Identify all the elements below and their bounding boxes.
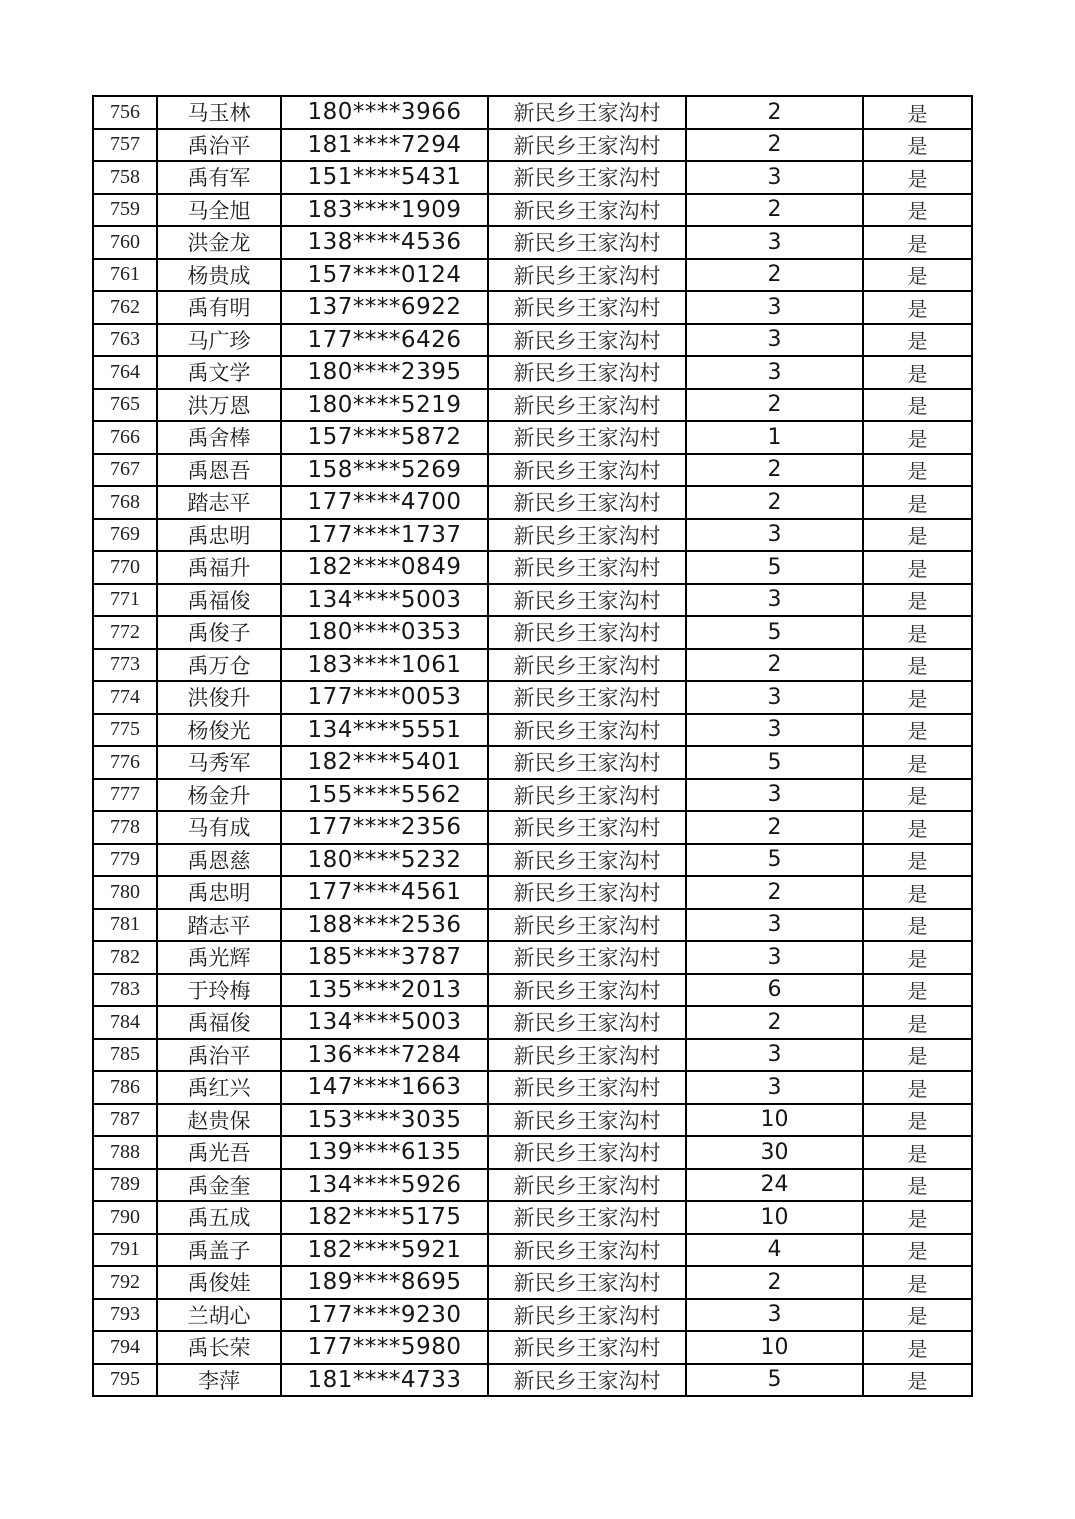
table-row <box>93 876 972 909</box>
village-cell: 新民乡王家沟村 <box>488 1364 686 1397</box>
row-index-cell: 786 <box>93 1071 157 1104</box>
person-name-cell: 杨贵成 <box>157 259 281 292</box>
village-cell: 新民乡王家沟村 <box>488 259 686 292</box>
village-cell: 新民乡王家沟村 <box>488 941 686 974</box>
person-name-cell: 禹治平 <box>157 129 281 162</box>
row-index-cell: 767 <box>93 454 157 487</box>
table-body <box>93 96 972 1396</box>
village-cell: 新民乡王家沟村 <box>488 714 686 747</box>
confirmed-flag-cell: 是 <box>863 1071 972 1104</box>
row-index-cell: 774 <box>93 681 157 714</box>
village-cell: 新民乡王家沟村 <box>488 1071 686 1104</box>
count-cell: 2 <box>686 454 863 487</box>
table-row <box>93 1136 972 1169</box>
masked-phone-cell: 183****1909 <box>281 194 488 227</box>
count-cell: 10 <box>686 1104 863 1137</box>
person-name-cell: 禹红兴 <box>157 1071 281 1104</box>
masked-phone-cell: 177****2356 <box>281 811 488 844</box>
masked-phone-cell: 134****5926 <box>281 1169 488 1202</box>
confirmed-flag-cell: 是 <box>863 941 972 974</box>
masked-phone-cell: 180****0353 <box>281 616 488 649</box>
row-index-cell: 766 <box>93 421 157 454</box>
row-index-cell: 758 <box>93 161 157 194</box>
person-name-cell: 洪金龙 <box>157 226 281 259</box>
confirmed-flag-cell: 是 <box>863 1169 972 1202</box>
person-name-cell: 禹光吾 <box>157 1136 281 1169</box>
village-cell: 新民乡王家沟村 <box>488 519 686 552</box>
row-index-cell: 768 <box>93 486 157 519</box>
confirmed-flag-cell: 是 <box>863 1234 972 1267</box>
village-cell: 新民乡王家沟村 <box>488 96 686 129</box>
count-cell: 6 <box>686 974 863 1007</box>
table-row <box>93 1299 972 1332</box>
table-row <box>93 324 972 357</box>
count-cell: 2 <box>686 389 863 422</box>
person-name-cell: 禹恩慈 <box>157 844 281 877</box>
confirmed-flag-cell: 是 <box>863 486 972 519</box>
person-name-cell: 踏志平 <box>157 909 281 942</box>
table-row <box>93 844 972 877</box>
row-index-cell: 764 <box>93 356 157 389</box>
confirmed-flag-cell: 是 <box>863 1039 972 1072</box>
count-cell: 5 <box>686 1364 863 1397</box>
masked-phone-cell: 182****5175 <box>281 1201 488 1234</box>
village-cell: 新民乡王家沟村 <box>488 746 686 779</box>
masked-phone-cell: 180****3966 <box>281 96 488 129</box>
masked-phone-cell: 182****5921 <box>281 1234 488 1267</box>
row-index-cell: 779 <box>93 844 157 877</box>
count-cell: 10 <box>686 1331 863 1364</box>
count-cell: 2 <box>686 876 863 909</box>
table-row <box>93 1331 972 1364</box>
person-name-cell: 禹恩吾 <box>157 454 281 487</box>
person-name-cell: 洪万恩 <box>157 389 281 422</box>
table-row <box>93 389 972 422</box>
person-name-cell: 禹长荣 <box>157 1331 281 1364</box>
table-row <box>93 454 972 487</box>
person-name-cell: 禹有明 <box>157 291 281 324</box>
count-cell: 2 <box>686 259 863 292</box>
count-cell: 3 <box>686 324 863 357</box>
person-name-cell: 禹五成 <box>157 1201 281 1234</box>
roster-table <box>92 95 973 1397</box>
masked-phone-cell: 177****4561 <box>281 876 488 909</box>
count-cell: 2 <box>686 194 863 227</box>
table-row <box>93 1104 972 1137</box>
person-name-cell: 杨俊光 <box>157 714 281 747</box>
confirmed-flag-cell: 是 <box>863 584 972 617</box>
village-cell: 新民乡王家沟村 <box>488 1234 686 1267</box>
village-cell: 新民乡王家沟村 <box>488 811 686 844</box>
count-cell: 10 <box>686 1201 863 1234</box>
table-row <box>93 616 972 649</box>
row-index-cell: 795 <box>93 1364 157 1397</box>
village-cell: 新民乡王家沟村 <box>488 876 686 909</box>
masked-phone-cell: 151****5431 <box>281 161 488 194</box>
masked-phone-cell: 177****5980 <box>281 1331 488 1364</box>
confirmed-flag-cell: 是 <box>863 324 972 357</box>
table-row <box>93 421 972 454</box>
table-row <box>93 1006 972 1039</box>
confirmed-flag-cell: 是 <box>863 356 972 389</box>
count-cell: 24 <box>686 1169 863 1202</box>
row-index-cell: 772 <box>93 616 157 649</box>
count-cell: 4 <box>686 1234 863 1267</box>
confirmed-flag-cell: 是 <box>863 844 972 877</box>
count-cell: 3 <box>686 714 863 747</box>
count-cell: 2 <box>686 1266 863 1299</box>
person-name-cell: 禹舍棒 <box>157 421 281 454</box>
count-cell: 3 <box>686 226 863 259</box>
confirmed-flag-cell: 是 <box>863 811 972 844</box>
village-cell: 新民乡王家沟村 <box>488 291 686 324</box>
masked-phone-cell: 189****8695 <box>281 1266 488 1299</box>
person-name-cell: 杨金升 <box>157 779 281 812</box>
masked-phone-cell: 157****0124 <box>281 259 488 292</box>
row-index-cell: 770 <box>93 551 157 584</box>
row-index-cell: 777 <box>93 779 157 812</box>
row-index-cell: 773 <box>93 649 157 682</box>
confirmed-flag-cell: 是 <box>863 161 972 194</box>
masked-phone-cell: 134****5003 <box>281 1006 488 1039</box>
masked-phone-cell: 177****1737 <box>281 519 488 552</box>
person-name-cell: 马玉林 <box>157 96 281 129</box>
count-cell: 2 <box>686 811 863 844</box>
table-row <box>93 291 972 324</box>
confirmed-flag-cell: 是 <box>863 714 972 747</box>
village-cell: 新民乡王家沟村 <box>488 1331 686 1364</box>
masked-phone-cell: 139****6135 <box>281 1136 488 1169</box>
person-name-cell: 马广珍 <box>157 324 281 357</box>
count-cell: 2 <box>686 649 863 682</box>
masked-phone-cell: 134****5551 <box>281 714 488 747</box>
row-index-cell: 792 <box>93 1266 157 1299</box>
masked-phone-cell: 157****5872 <box>281 421 488 454</box>
confirmed-flag-cell: 是 <box>863 226 972 259</box>
person-name-cell: 李萍 <box>157 1364 281 1397</box>
row-index-cell: 787 <box>93 1104 157 1137</box>
row-index-cell: 756 <box>93 96 157 129</box>
masked-phone-cell: 177****9230 <box>281 1299 488 1332</box>
row-index-cell: 759 <box>93 194 157 227</box>
confirmed-flag-cell: 是 <box>863 1364 972 1397</box>
village-cell: 新民乡王家沟村 <box>488 356 686 389</box>
village-cell: 新民乡王家沟村 <box>488 844 686 877</box>
table-row <box>93 1234 972 1267</box>
count-cell: 3 <box>686 1299 863 1332</box>
person-name-cell: 禹忠明 <box>157 876 281 909</box>
count-cell: 2 <box>686 1006 863 1039</box>
row-index-cell: 775 <box>93 714 157 747</box>
confirmed-flag-cell: 是 <box>863 389 972 422</box>
village-cell: 新民乡王家沟村 <box>488 616 686 649</box>
village-cell: 新民乡王家沟村 <box>488 194 686 227</box>
person-name-cell: 禹福升 <box>157 551 281 584</box>
table-row <box>93 941 972 974</box>
confirmed-flag-cell: 是 <box>863 194 972 227</box>
masked-phone-cell: 138****4536 <box>281 226 488 259</box>
village-cell: 新民乡王家沟村 <box>488 1006 686 1039</box>
person-name-cell: 马有成 <box>157 811 281 844</box>
person-name-cell: 禹文学 <box>157 356 281 389</box>
count-cell: 5 <box>686 616 863 649</box>
count-cell: 3 <box>686 941 863 974</box>
confirmed-flag-cell: 是 <box>863 96 972 129</box>
confirmed-flag-cell: 是 <box>863 1201 972 1234</box>
confirmed-flag-cell: 是 <box>863 519 972 552</box>
confirmed-flag-cell: 是 <box>863 974 972 1007</box>
table-row <box>93 811 972 844</box>
masked-phone-cell: 134****5003 <box>281 584 488 617</box>
table-row <box>93 356 972 389</box>
confirmed-flag-cell: 是 <box>863 616 972 649</box>
confirmed-flag-cell: 是 <box>863 1266 972 1299</box>
village-cell: 新民乡王家沟村 <box>488 1201 686 1234</box>
person-name-cell: 禹盖子 <box>157 1234 281 1267</box>
count-cell: 5 <box>686 746 863 779</box>
count-cell: 3 <box>686 1071 863 1104</box>
row-index-cell: 785 <box>93 1039 157 1072</box>
person-name-cell: 禹治平 <box>157 1039 281 1072</box>
masked-phone-cell: 181****7294 <box>281 129 488 162</box>
row-index-cell: 789 <box>93 1169 157 1202</box>
person-name-cell: 禹福俊 <box>157 584 281 617</box>
count-cell: 5 <box>686 844 863 877</box>
table-row <box>93 681 972 714</box>
masked-phone-cell: 183****1061 <box>281 649 488 682</box>
village-cell: 新民乡王家沟村 <box>488 649 686 682</box>
confirmed-flag-cell: 是 <box>863 1104 972 1137</box>
confirmed-flag-cell: 是 <box>863 259 972 292</box>
confirmed-flag-cell: 是 <box>863 1331 972 1364</box>
table-row <box>93 1201 972 1234</box>
row-index-cell: 782 <box>93 941 157 974</box>
village-cell: 新民乡王家沟村 <box>488 129 686 162</box>
row-index-cell: 791 <box>93 1234 157 1267</box>
table-row <box>93 129 972 162</box>
village-cell: 新民乡王家沟村 <box>488 681 686 714</box>
confirmed-flag-cell: 是 <box>863 1006 972 1039</box>
masked-phone-cell: 136****7284 <box>281 1039 488 1072</box>
table-row <box>93 1169 972 1202</box>
masked-phone-cell: 147****1663 <box>281 1071 488 1104</box>
row-index-cell: 762 <box>93 291 157 324</box>
masked-phone-cell: 181****4733 <box>281 1364 488 1397</box>
village-cell: 新民乡王家沟村 <box>488 1136 686 1169</box>
person-name-cell: 禹光辉 <box>157 941 281 974</box>
table-row <box>93 259 972 292</box>
confirmed-flag-cell: 是 <box>863 421 972 454</box>
confirmed-flag-cell: 是 <box>863 551 972 584</box>
person-name-cell: 禹福俊 <box>157 1006 281 1039</box>
count-cell: 3 <box>686 1039 863 1072</box>
confirmed-flag-cell: 是 <box>863 779 972 812</box>
village-cell: 新民乡王家沟村 <box>488 1299 686 1332</box>
masked-phone-cell: 135****2013 <box>281 974 488 1007</box>
table-row <box>93 226 972 259</box>
masked-phone-cell: 180****5219 <box>281 389 488 422</box>
row-index-cell: 776 <box>93 746 157 779</box>
row-index-cell: 771 <box>93 584 157 617</box>
masked-phone-cell: 185****3787 <box>281 941 488 974</box>
person-name-cell: 禹忠明 <box>157 519 281 552</box>
person-name-cell: 马秀军 <box>157 746 281 779</box>
row-index-cell: 769 <box>93 519 157 552</box>
table-row <box>93 909 972 942</box>
village-cell: 新民乡王家沟村 <box>488 1104 686 1137</box>
row-index-cell: 761 <box>93 259 157 292</box>
village-cell: 新民乡王家沟村 <box>488 161 686 194</box>
confirmed-flag-cell: 是 <box>863 681 972 714</box>
row-index-cell: 757 <box>93 129 157 162</box>
village-cell: 新民乡王家沟村 <box>488 421 686 454</box>
count-cell: 3 <box>686 681 863 714</box>
row-index-cell: 783 <box>93 974 157 1007</box>
confirmed-flag-cell: 是 <box>863 909 972 942</box>
row-index-cell: 765 <box>93 389 157 422</box>
count-cell: 3 <box>686 779 863 812</box>
count-cell: 5 <box>686 551 863 584</box>
person-name-cell: 赵贵保 <box>157 1104 281 1137</box>
confirmed-flag-cell: 是 <box>863 1136 972 1169</box>
row-index-cell: 793 <box>93 1299 157 1332</box>
confirmed-flag-cell: 是 <box>863 746 972 779</box>
table-row <box>93 96 972 129</box>
table-row <box>93 746 972 779</box>
village-cell: 新民乡王家沟村 <box>488 779 686 812</box>
row-index-cell: 763 <box>93 324 157 357</box>
person-name-cell: 禹金奎 <box>157 1169 281 1202</box>
masked-phone-cell: 182****5401 <box>281 746 488 779</box>
village-cell: 新民乡王家沟村 <box>488 324 686 357</box>
village-cell: 新民乡王家沟村 <box>488 974 686 1007</box>
count-cell: 1 <box>686 421 863 454</box>
masked-phone-cell: 137****6922 <box>281 291 488 324</box>
person-name-cell: 马全旭 <box>157 194 281 227</box>
count-cell: 3 <box>686 161 863 194</box>
table-row <box>93 714 972 747</box>
village-cell: 新民乡王家沟村 <box>488 1169 686 1202</box>
table-row <box>93 551 972 584</box>
row-index-cell: 778 <box>93 811 157 844</box>
village-cell: 新民乡王家沟村 <box>488 486 686 519</box>
table-row <box>93 194 972 227</box>
count-cell: 3 <box>686 519 863 552</box>
confirmed-flag-cell: 是 <box>863 454 972 487</box>
table-row <box>93 486 972 519</box>
row-index-cell: 794 <box>93 1331 157 1364</box>
count-cell: 2 <box>686 129 863 162</box>
masked-phone-cell: 155****5562 <box>281 779 488 812</box>
masked-phone-cell: 177****6426 <box>281 324 488 357</box>
count-cell: 2 <box>686 96 863 129</box>
person-name-cell: 洪俊升 <box>157 681 281 714</box>
confirmed-flag-cell: 是 <box>863 291 972 324</box>
village-cell: 新民乡王家沟村 <box>488 551 686 584</box>
person-name-cell: 于玲梅 <box>157 974 281 1007</box>
person-name-cell: 禹有军 <box>157 161 281 194</box>
person-name-cell: 禹万仓 <box>157 649 281 682</box>
village-cell: 新民乡王家沟村 <box>488 909 686 942</box>
count-cell: 3 <box>686 909 863 942</box>
row-index-cell: 781 <box>93 909 157 942</box>
village-cell: 新民乡王家沟村 <box>488 454 686 487</box>
row-index-cell: 780 <box>93 876 157 909</box>
person-name-cell: 踏志平 <box>157 486 281 519</box>
confirmed-flag-cell: 是 <box>863 1299 972 1332</box>
count-cell: 3 <box>686 356 863 389</box>
table-row <box>93 974 972 1007</box>
table-row <box>93 1266 972 1299</box>
table-row <box>93 649 972 682</box>
count-cell: 30 <box>686 1136 863 1169</box>
masked-phone-cell: 188****2536 <box>281 909 488 942</box>
village-cell: 新民乡王家沟村 <box>488 1039 686 1072</box>
table-row <box>93 519 972 552</box>
masked-phone-cell: 177****0053 <box>281 681 488 714</box>
table-row <box>93 779 972 812</box>
village-cell: 新民乡王家沟村 <box>488 584 686 617</box>
row-index-cell: 788 <box>93 1136 157 1169</box>
confirmed-flag-cell: 是 <box>863 649 972 682</box>
village-cell: 新民乡王家沟村 <box>488 1266 686 1299</box>
count-cell: 2 <box>686 486 863 519</box>
person-name-cell: 禹俊娃 <box>157 1266 281 1299</box>
table-row <box>93 1071 972 1104</box>
table-row <box>93 584 972 617</box>
row-index-cell: 760 <box>93 226 157 259</box>
masked-phone-cell: 158****5269 <box>281 454 488 487</box>
table-row <box>93 161 972 194</box>
masked-phone-cell: 153****3035 <box>281 1104 488 1137</box>
masked-phone-cell: 180****5232 <box>281 844 488 877</box>
masked-phone-cell: 180****2395 <box>281 356 488 389</box>
person-name-cell: 禹俊子 <box>157 616 281 649</box>
row-index-cell: 784 <box>93 1006 157 1039</box>
table-row <box>93 1364 972 1397</box>
table-row <box>93 1039 972 1072</box>
row-index-cell: 790 <box>93 1201 157 1234</box>
count-cell: 3 <box>686 291 863 324</box>
person-name-cell: 兰胡心 <box>157 1299 281 1332</box>
masked-phone-cell: 177****4700 <box>281 486 488 519</box>
confirmed-flag-cell: 是 <box>863 876 972 909</box>
village-cell: 新民乡王家沟村 <box>488 226 686 259</box>
confirmed-flag-cell: 是 <box>863 129 972 162</box>
masked-phone-cell: 182****0849 <box>281 551 488 584</box>
village-cell: 新民乡王家沟村 <box>488 389 686 422</box>
count-cell: 3 <box>686 584 863 617</box>
